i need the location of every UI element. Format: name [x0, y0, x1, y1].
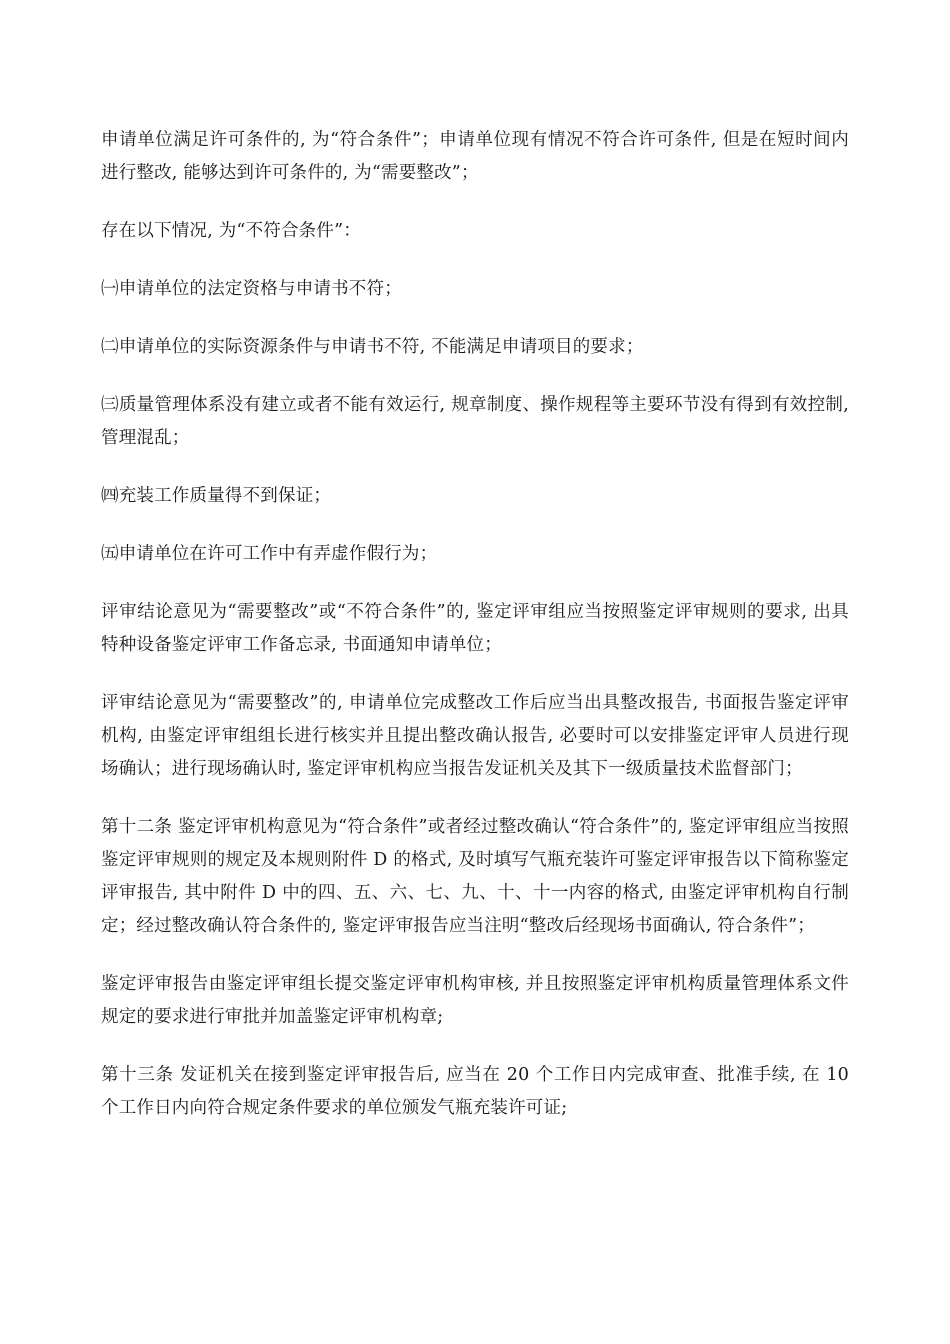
list-item-2: ㈡申请单位的实际资源条件与申请书不符, 不能满足申请项目的要求； — [101, 337, 644, 357]
paragraph-article-12: 第十二条 鉴定评审机构意见为“符合条件”或者经过整改确认“符合条件”的, 鉴定评审组应当按照鉴定评审规则的规定及本规则附件 D 的格式, 及时填写气瓶充装许可鉴定评审报告以下简称鉴定评审报告, 其中附件 D 中的四、五、六、七、九、十、十一内容的格式, 由鉴定评审机构自行制定；经过整改确认符合条件的, 鉴定评审报告应当注明“整改后经现场书面确认, 符合条件”； — [101, 817, 849, 936]
paragraph-article-13: 第十三条 发证机关在接到鉴定评审报告后, 应当在 20 个工作日内完成审查、批准手续, 在 10 个工作日内向符合规定条件要求的单位颁发气瓶充装许可证; — [101, 1065, 849, 1118]
paragraph-report-submission: 鉴定评审报告由鉴定评审组长提交鉴定评审机构审核, 并且按照鉴定评审机构质量管理体系文件规定的要求进行审批并加盖鉴定评审机构章; — [101, 974, 849, 1027]
paragraph-review-memo: 评审结论意见为“需要整改”或“不符合条件”的, 鉴定评审组应当按照鉴定评审规则的要求, 出具特种设备鉴定评审工作备忘录, 书面通知申请单位； — [101, 602, 849, 655]
list-item-1: ㈠申请单位的法定资格与申请书不符； — [101, 279, 402, 299]
paragraph-not-qualified-intro: 存在以下情况, 为“不符合条件”： — [101, 221, 361, 241]
list-item-3: ㈢质量管理体系没有建立或者不能有效运行, 规章制度、操作规程等主要环节没有得到有效控制, 管理混乱； — [101, 395, 849, 448]
list-item-5: ㈤申请单位在许可工作中有弄虚作假行为； — [101, 544, 438, 564]
document-body — [101, 124, 849, 1150]
list-item-4: ㈣充装工作质量得不到保证； — [101, 486, 332, 506]
paragraph-conditions: 申请单位满足许可条件的, 为“符合条件”；申请单位现有情况不符合许可条件, 但是在短时间内进行整改, 能够达到许可条件的, 为“需要整改”； — [101, 130, 849, 183]
paragraph-rectification: 评审结论意见为“需要整改”的, 申请单位完成整改工作后应当出具整改报告, 书面报告鉴定评审机构, 由鉴定评审组组长进行核实并且提出整改确认报告, 必要时可以安排鉴定评审人员进行现场确认；进行现场确认时, 鉴定评审机构应当报告发证机关及其下一级质量技术监督部门； — [101, 693, 849, 779]
